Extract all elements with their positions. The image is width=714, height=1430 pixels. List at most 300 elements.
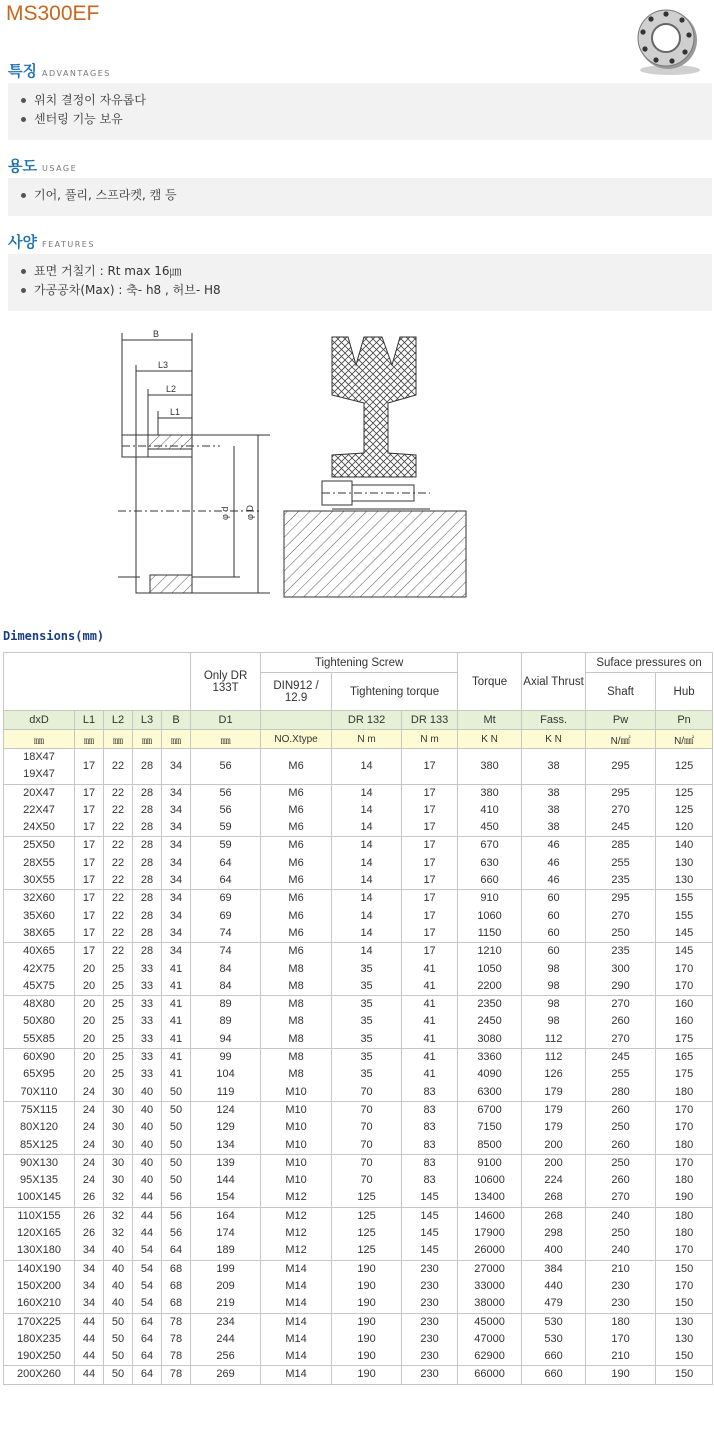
cell-value: 34 [169,926,183,939]
cell-value: 70 [360,1174,373,1187]
table-cell [402,890,458,943]
table-cell [586,1154,656,1207]
cell-value: 17 [423,839,436,852]
cell-value: 235 [611,874,630,887]
cell-value: 68 [169,1279,183,1292]
cell-value: 145 [674,926,694,939]
cell-value: 245 [611,821,630,834]
table-cell [458,784,522,837]
cell-value: 410 [480,803,499,816]
cell-value: 210 [611,1262,630,1275]
cell-value: 40 [140,1103,154,1116]
cell-value: 270 [611,1191,630,1204]
table-cell [162,784,191,837]
cell-value: 17 [423,856,436,869]
table-cell [261,943,332,996]
dimensions-title: Dimensions(mm) [3,629,105,643]
table-cell [402,1366,458,1384]
table-cell [133,1260,162,1313]
cell-value: 64 [140,1350,154,1363]
cell-value: 59 [219,821,232,834]
cell-value: 44 [82,1368,96,1381]
cell-value: 90X130 [20,1156,58,1169]
symbol-cell: L3 [133,711,162,730]
table-cell [133,837,162,890]
cell-value: M6 [288,821,304,834]
cell-value: 35 [360,998,373,1011]
cell-value: 230 [420,1350,439,1363]
cell-value: 56 [219,803,232,816]
cell-value: 170 [674,1121,694,1134]
cell-value: 50 [169,1085,183,1098]
cell-value: 35 [360,1068,373,1081]
table-cell [75,1154,104,1207]
dim-b-label: B [153,329,160,339]
cell-value: 66000 [474,1368,505,1381]
table-cell [104,784,133,837]
table-cell [191,784,261,837]
cell-value: 54 [140,1244,154,1257]
cell-value: 20 [82,962,96,975]
cell-value: 145 [674,945,694,958]
table-cell [522,784,586,837]
cell-value: 22 [111,856,125,869]
header-tightening-torque: Tightening torque [332,673,458,711]
cell-value: 25 [111,1015,125,1028]
cell-value: 145 [420,1227,439,1240]
cell-value: 30X55 [23,874,55,887]
table-cell [191,890,261,943]
cell-value: 40 [111,1262,125,1275]
cell-value: 125 [674,803,694,816]
cell-value: 22 [111,786,125,799]
cell-value: 70X110 [20,1085,58,1098]
cell-value: 24 [82,1085,96,1098]
cell-value: 41 [169,962,183,975]
cell-value: 24 [82,1138,96,1151]
cell-value: 20 [82,1068,96,1081]
cell-value: 199 [216,1262,235,1275]
cell-value: 14 [360,945,373,958]
cell-value: 64 [140,1368,154,1381]
cell-value: 25 [111,998,125,1011]
cell-value: 269 [216,1368,235,1381]
unit-cell: K N [522,730,586,749]
table-row-group [4,1260,713,1313]
cell-value: 25 [111,1051,125,1064]
cell-value: 41 [423,979,436,992]
symbol-cell: dxD [4,711,75,730]
cell-value: 70 [360,1103,373,1116]
table-cell [191,1313,261,1366]
table-cell [656,943,713,996]
cell-value: 60X90 [23,1051,55,1064]
cell-value: 260 [611,1174,630,1187]
cell-value: 17 [82,874,96,887]
cell-value: 34 [169,803,183,816]
table-cell [133,943,162,996]
cell-value: 33 [140,962,154,975]
table-cell [522,837,586,890]
cell-value: 125 [357,1227,376,1240]
cell-value: 41 [169,1032,183,1045]
cell-value: 170 [674,1103,694,1116]
symbol-cell: B [162,711,191,730]
cell-value: 14 [360,909,373,922]
cell-value: 112 [544,1051,563,1064]
cell-value: 112 [544,1032,563,1045]
cell-value: 30 [111,1138,125,1151]
table-cell [656,1313,713,1366]
cell-value: 180 [674,1085,694,1098]
cell-value: M6 [288,839,304,852]
table-cell [458,890,522,943]
table-cell [458,943,522,996]
cell-value: 89 [219,998,232,1011]
cell-value: M8 [288,979,304,992]
table-cell [522,1207,586,1260]
table-cell [133,890,162,943]
cell-value: 28 [140,909,154,922]
table-cell [458,1207,522,1260]
table-cell [75,784,104,837]
table-cell [586,1207,656,1260]
cell-value: 35 [360,1051,373,1064]
table-cell [4,996,75,1049]
table-cell [75,1049,104,1102]
cell-value: 84 [219,979,232,992]
table-cell [191,1260,261,1313]
cell-value: 55X85 [23,1032,55,1045]
header-shaft: Shaft [586,673,656,711]
cell-value: 70 [360,1156,373,1169]
cell-value: 130X180 [16,1244,62,1257]
cell-value: 17 [423,892,436,905]
cell-value: 40 [111,1279,125,1292]
table-cell [4,1207,75,1260]
unit-cell: ㎜ [162,730,191,749]
cell-value: 28 [140,759,154,772]
table-cell [104,1366,133,1384]
table-cell [332,943,402,996]
cell-value: 270 [611,909,630,922]
table-cell [586,890,656,943]
cell-value: 270 [611,803,630,816]
cell-value: 17 [82,786,96,799]
cell-value: 250 [611,1121,630,1134]
cell-value: 200 [544,1138,563,1151]
table-cell [261,1154,332,1207]
cell-value: 280 [611,1085,630,1098]
cell-value: 83 [423,1174,436,1187]
cell-value: M10 [285,1085,307,1098]
cell-value: 50 [111,1315,125,1328]
symbol-cell: L1 [75,711,104,730]
table-cell [191,837,261,890]
cell-value: 41 [423,962,436,975]
cell-value: 25 [111,1032,125,1045]
table-cell [191,1207,261,1260]
cell-value: 68 [169,1262,183,1275]
cell-value: 10600 [474,1174,505,1187]
cell-value: 30 [111,1156,125,1169]
table-row-group [4,996,713,1049]
cell-value: M14 [285,1297,307,1310]
cell-value: 56 [219,759,232,772]
table-cell [458,749,522,785]
cell-value: M14 [285,1262,307,1275]
cell-value: 98 [547,1015,560,1028]
page-title: MS300EF [6,2,100,25]
symbol-cell: DR 132 [332,711,402,730]
cell-value: M8 [288,1015,304,1028]
symbol-cell: D1 [191,711,261,730]
table-cell [4,1101,75,1154]
cell-value: 30 [111,1121,125,1134]
table-row-group [4,1366,713,1384]
table-cell [332,1260,402,1313]
cell-value: 41 [169,1015,183,1028]
cell-value: 35 [360,962,373,975]
cell-value: 54 [140,1297,154,1310]
cell-value: 130 [674,1332,694,1345]
cell-value: 290 [611,979,630,992]
cell-value: 28X55 [23,856,55,869]
cell-value: 160X210 [16,1297,62,1310]
table-cell [261,749,332,785]
cell-value: 35 [360,1015,373,1028]
cell-value: 209 [216,1279,235,1292]
cell-value: 45X75 [23,979,55,992]
table-cell [133,996,162,1049]
cell-value: 41 [169,1051,183,1064]
cell-value: 125 [357,1191,376,1204]
cell-value: 125 [357,1244,376,1257]
symbol-cell [261,711,332,730]
cell-value: M12 [285,1227,307,1240]
table-cell [458,837,522,890]
section-advantages-box [8,83,712,140]
cell-value: M14 [285,1332,307,1345]
cell-value: 179 [544,1085,563,1098]
cell-value: 26 [82,1209,96,1222]
cell-value: 62900 [474,1350,505,1363]
cell-value: 255 [611,856,630,869]
list-item: 표면 거칠기 : Rt max 16㎛ [34,262,712,281]
cell-value: 56 [169,1191,183,1204]
unit-cell: ㎜ [75,730,104,749]
cell-value: 660 [544,1368,563,1381]
cell-value: 384 [544,1262,563,1275]
cell-value: 22 [111,839,125,852]
cell-value: 1210 [477,945,502,958]
cell-value: 27000 [474,1262,505,1275]
table-cell [402,1313,458,1366]
cell-value: 120 [674,821,694,834]
cell-value: 34 [169,909,183,922]
cell-value: 34 [169,821,183,834]
cell-value: 175 [674,1068,694,1081]
table-cell [162,996,191,1049]
cell-value: 35X60 [23,909,55,922]
cell-value: 298 [544,1227,563,1240]
cell-value: 35 [360,1032,373,1045]
cell-value: M10 [285,1174,307,1187]
cell-value: 1060 [477,909,502,922]
cell-value: 125 [357,1209,376,1222]
table-cell [104,1101,133,1154]
cell-value: 190 [357,1262,376,1275]
table-cell [133,784,162,837]
table-cell [261,1366,332,1384]
cell-value: 380 [480,759,499,772]
cell-value: 42X75 [23,962,55,975]
cell-value: 230 [420,1332,439,1345]
table-cell [656,1049,713,1102]
cell-value: 69 [219,892,232,905]
table-cell [586,784,656,837]
table-cell [458,996,522,1049]
cell-value: M6 [288,909,304,922]
cell-value: 60 [547,892,560,905]
cell-value: 14 [360,759,373,772]
table-cell [162,1366,191,1384]
unit-cell: N/㎟ [656,730,713,749]
table-cell [104,1260,133,1313]
unit-cell: ㎜ [133,730,162,749]
cell-value: 50X80 [23,1015,55,1028]
cell-value: 268 [544,1191,563,1204]
cell-value: 60 [547,945,560,958]
table-cell [191,996,261,1049]
cell-value: 180 [674,1174,694,1187]
cell-value: 22 [111,874,125,887]
table-row-group [4,749,713,785]
cell-value: 78 [169,1315,183,1328]
cell-value: 250 [611,1227,630,1240]
table-cell [261,1101,332,1154]
table-cell [162,1049,191,1102]
table-cell [261,784,332,837]
table-cell [4,837,75,890]
table-cell [261,996,332,1049]
cell-value: M12 [285,1209,307,1222]
list-item: 가공공차(Max) : 축- h8 , 허브- H8 [34,281,712,300]
table-cell [4,890,75,943]
cell-value: 260 [611,1138,630,1151]
table-cell [133,1366,162,1384]
cell-value: M6 [288,945,304,958]
table-cell [458,1154,522,1207]
cell-value: M14 [285,1279,307,1292]
cell-value: 145 [420,1209,439,1222]
table-cell [522,1313,586,1366]
cell-value: 38 [547,821,560,834]
table-cell [261,1207,332,1260]
cell-value: 41 [423,998,436,1011]
cell-value: 33 [140,1068,154,1081]
cell-value: 17900 [474,1227,505,1240]
cell-value: 20 [82,1015,96,1028]
symbol-row [4,711,713,730]
cell-value: 2350 [477,998,502,1011]
cell-value: 22 [111,945,125,958]
dimensions-table [3,652,713,1385]
table-cell [4,1366,75,1384]
cell-value: 38 [547,786,560,799]
cell-value: 14 [360,786,373,799]
cell-value: 50 [169,1121,183,1134]
cell-value: 164 [216,1209,235,1222]
table-cell [402,1049,458,1102]
cell-value: 44 [82,1350,96,1363]
cell-value: 50 [111,1368,125,1381]
cell-value: 28 [140,786,154,799]
table-cell [162,1313,191,1366]
cell-value: 64 [140,1332,154,1345]
cell-value: 44 [140,1191,154,1204]
cell-value: 60 [547,926,560,939]
cell-value: 50 [169,1174,183,1187]
section-subtitle: FEATURES [41,240,95,249]
cell-value: 45000 [474,1315,505,1328]
unit-cell: NO.Xtype [261,730,332,749]
cell-value: 30 [111,1103,125,1116]
cell-value: 530 [544,1315,563,1328]
cell-value: 28 [140,874,154,887]
unit-cell: N m [402,730,458,749]
cell-value: 20 [82,1051,96,1064]
header-hub: Hub [656,673,713,711]
cell-value: 14 [360,803,373,816]
cell-value: 119 [216,1085,235,1098]
cell-value: 25 [111,979,125,992]
table-cell [191,943,261,996]
symbol-cell: DR 133 [402,711,458,730]
cell-value: 190 [357,1332,376,1345]
table-row-group [4,784,713,837]
cell-value: 190 [357,1350,376,1363]
cell-value: 256 [216,1350,235,1363]
cell-value: 100X145 [16,1191,62,1204]
cell-value: 20X47 [23,786,55,799]
cell-value: 140X190 [16,1262,62,1275]
cell-value: 17 [82,759,96,772]
table-row-group [4,890,713,943]
table-cell [4,1154,75,1207]
table-cell [191,749,261,785]
table-cell [261,1313,332,1366]
cell-value: 190 [674,1191,694,1204]
section-subtitle: USAGE [41,164,78,173]
cell-value: 28 [140,892,154,905]
cell-value: M10 [285,1103,307,1116]
table-cell [332,1313,402,1366]
cell-value: 34 [169,856,183,869]
table-cell [332,1366,402,1384]
cell-value: M12 [285,1244,307,1257]
cell-value: M14 [285,1315,307,1328]
list-item: 센터링 기능 보유 [34,110,712,129]
cell-value: 145 [420,1191,439,1204]
cell-value: M6 [288,892,304,905]
table-cell [586,943,656,996]
table-cell [332,749,402,785]
cell-value: 54 [140,1279,154,1292]
table-cell [586,1366,656,1384]
cell-value: 64 [169,1244,183,1257]
table-cell [104,890,133,943]
